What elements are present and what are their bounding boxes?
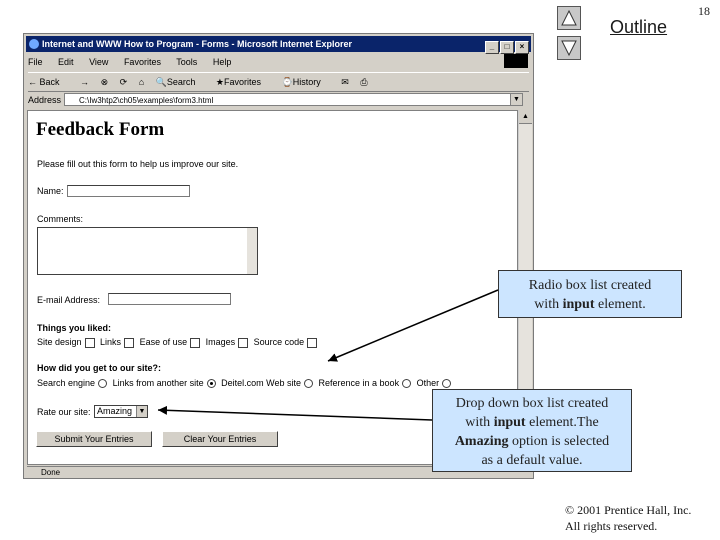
radio-row: Search engine Links from another site Deitel.com Web site Reference in a book Other <box>37 378 454 388</box>
name-label: Name: <box>37 186 64 196</box>
refresh-button[interactable]: ⟳ <box>119 77 128 87</box>
copyright: © 2001 Prentice Hall, Inc. All rights reserved. <box>565 503 692 533</box>
clear-button[interactable]: Clear Your Entries <box>162 431 278 447</box>
checkbox-row: Site design Links Ease of use Images Source code <box>37 337 320 348</box>
submit-button[interactable]: Submit Your Entries <box>36 431 152 447</box>
things-heading: Things you liked: <box>37 323 112 333</box>
menu-help[interactable]: Help <box>212 57 232 67</box>
comments-label: Comments: <box>37 214 84 224</box>
scroll-up-icon[interactable]: ▲ <box>519 110 532 124</box>
email-label: E-mail Address: <box>37 295 101 305</box>
form-intro: Please fill out this form to help us improve our site. <box>37 159 239 169</box>
maximize-button[interactable]: □ <box>500 41 514 54</box>
stop-button[interactable]: ⊗ <box>100 77 109 87</box>
print-icon[interactable]: ⎙ <box>360 77 368 87</box>
status-text: Done <box>41 468 61 477</box>
menu-favorites[interactable]: Favorites <box>123 57 161 67</box>
minimize-button[interactable]: _ <box>485 41 499 54</box>
address-label: Address <box>28 95 62 105</box>
arrow-to-radio-list <box>328 290 498 361</box>
chevron-down-icon[interactable]: ▼ <box>136 406 147 417</box>
forward-button[interactable]: → <box>80 77 90 87</box>
mail-icon[interactable]: ✉ <box>341 77 349 87</box>
address-input[interactable]: C:\Iw3htp2\ch05\examples\form3.html ▼ <box>64 93 523 106</box>
favorites-button[interactable]: ★Favorites <box>215 77 261 87</box>
home-button[interactable]: ⌂ <box>138 77 145 87</box>
callout-radio-list: Radio box list created with input element. <box>498 270 682 318</box>
back-button[interactable]: ← Back <box>28 77 60 87</box>
history-button[interactable]: ⌚History <box>281 77 321 87</box>
arrow-to-drop-down <box>158 410 432 420</box>
rate-select[interactable]: Amazing ▼ <box>94 405 148 418</box>
close-button[interactable]: × <box>515 41 529 54</box>
outline-link[interactable]: Outline <box>610 17 668 37</box>
chevron-down-icon[interactable]: ▼ <box>510 94 522 105</box>
how-heading: How did you get to our site?: <box>37 363 161 373</box>
menu-tools[interactable]: Tools <box>176 57 198 67</box>
menu-file[interactable]: File <box>28 57 43 67</box>
window-title: Internet and WWW How to Program - Forms - Microsoft Internet Explorer <box>42 39 353 49</box>
page-number: 18 <box>698 4 710 18</box>
form-title: Feedback Form <box>36 119 165 140</box>
menu-edit[interactable]: Edit <box>58 57 74 67</box>
rate-label: Rate our site: <box>37 407 91 417</box>
callout-drop-down: Drop down box list created with input element.The Amazing option is selected as a default value. <box>432 389 632 472</box>
search-button[interactable]: 🔍Search <box>155 77 196 87</box>
menu-view[interactable]: View <box>89 57 109 67</box>
